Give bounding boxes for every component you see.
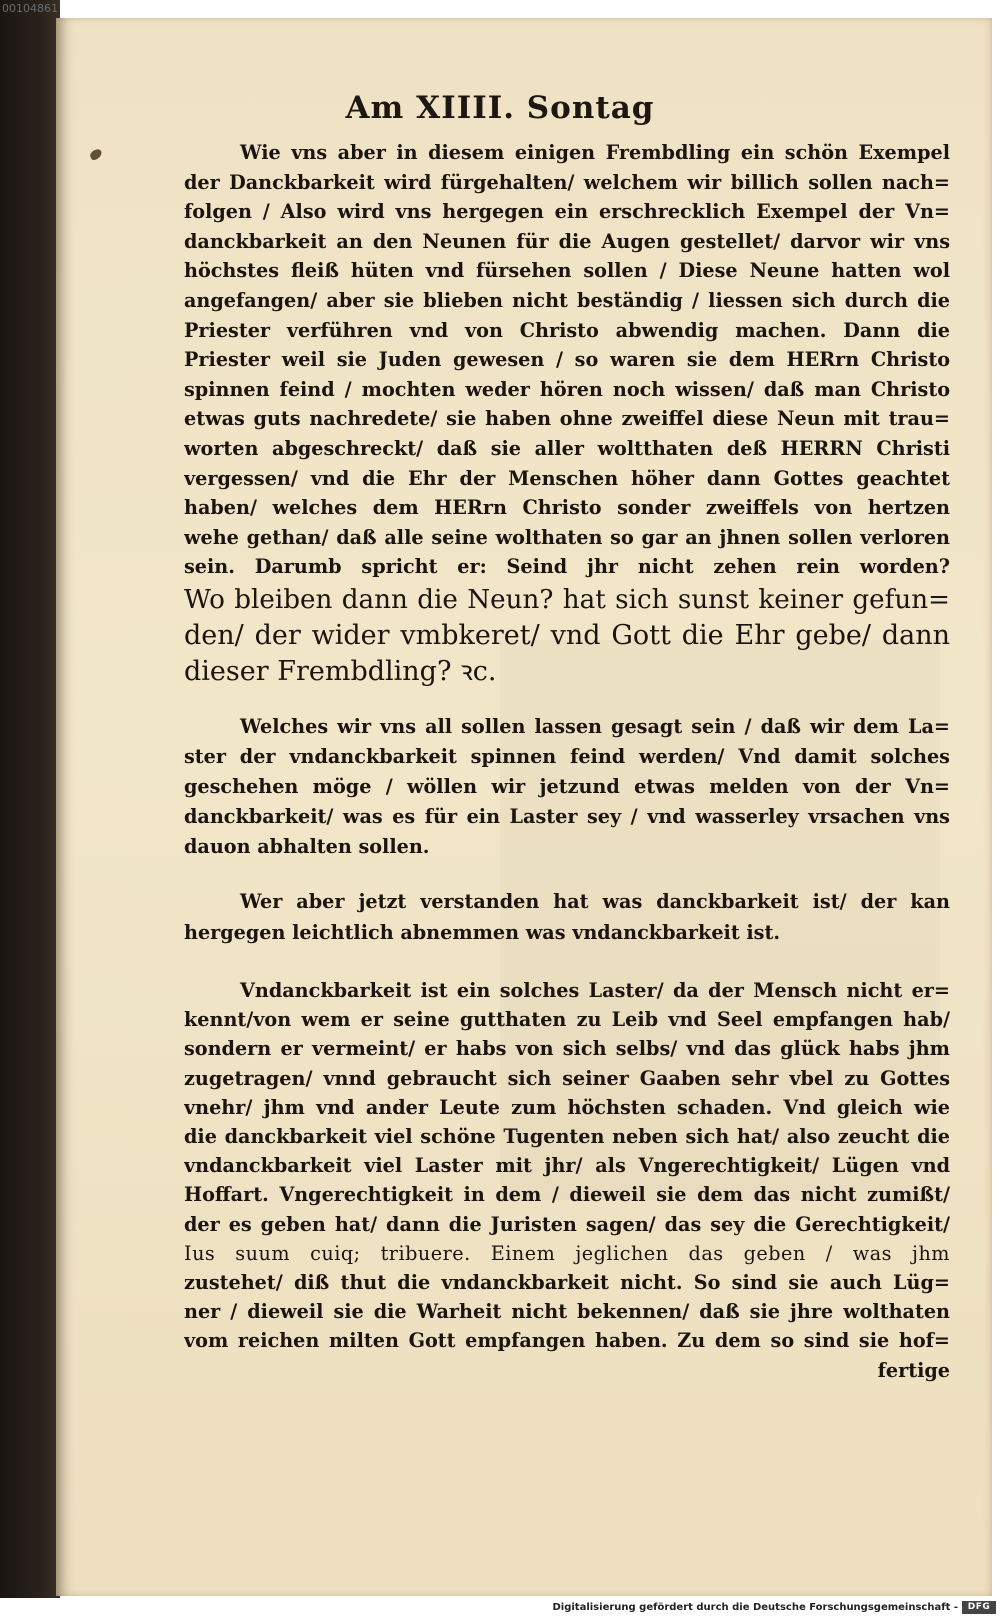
text-line: vergessen/ vnd die Ehr der Menschen höher dann Gottes geachtet	[184, 466, 950, 490]
text-line: dauon abhalten sollen.	[184, 835, 430, 858]
text-line: zustehet/ diß thut die vndanckbarkeit nicht. So sind sie auch Lüg=	[184, 1271, 950, 1295]
text-line: danckbarkeit/ was es für ein Laster sey / vnd wasserley vrsachen vns	[184, 805, 950, 828]
text-line: Wie vns aber in diesem einigen Frembdling ein schön Exempel	[240, 141, 950, 164]
text-line: ner / dieweil sie die Warheit nicht bekennen/ daß sie jhre wolthaten	[184, 1300, 950, 1324]
text-line: Priester verführen vnd von Christo abwendig machen. Dann die	[184, 318, 950, 342]
scan-binding-edge	[0, 0, 60, 1598]
catchword: fertige	[877, 1358, 950, 1382]
shelf-id: 00104861	[2, 2, 58, 15]
paragraph-4	[184, 976, 950, 1385]
latin-text-line: Ius suum cuiq; tribuere. Einem jeglichen das geben / was jhm	[184, 1241, 950, 1265]
scripture-quote-line: Wo bleiben dann die Neun? hat sich sunst keiner gefun=	[184, 584, 950, 615]
text-line: wehe gethan/ daß alle seine wolthaten so gar an jhnen sollen verloren	[184, 525, 950, 549]
text-line: die danckbarkeit viel schöne Tugenten neben sich hat/ also zeucht die	[184, 1125, 950, 1149]
paragraph-1	[184, 138, 950, 690]
paragraph-3	[184, 886, 950, 948]
page-header: Am XIIII. Sontag	[345, 90, 655, 126]
text-line: sein. Darumb spricht er: Seind jhr nicht zehen rein worden?	[184, 555, 950, 579]
text-line: folgen / Also wird vns hergegen ein erschrecklich Exempel der Vn=	[184, 200, 950, 224]
text-line: zugetragen/ vnnd gebraucht sich seiner Gaaben sehr vbel zu Gottes	[184, 1066, 950, 1090]
text-line: der Danckbarkeit wird fürgehalten/ welchem wir billich sollen nach=	[184, 170, 950, 194]
text-line: Wer aber jetzt verstanden hat was danckbarkeit ist/ der kan	[240, 890, 950, 913]
text-line: spinnen feind / mochten weder hören noch wissen/ daß man Christo	[184, 377, 950, 401]
text-line: Vndanckbarkeit ist ein solches Laster/ da der Mensch nicht er=	[240, 979, 950, 1002]
funding-note: Digitalisierung gefördert durch die Deutsche Forschungsgemeinschaft -	[552, 1602, 958, 1613]
text-line: vnehr/ jhm vnd ander Leute zum höchsten schaden. Vnd gleich wie	[184, 1095, 950, 1119]
text-line: geschehen möge / wöllen wir jetzund etwas melden von der Vn=	[184, 775, 950, 798]
text-line: sondern er vermeint/ er habs von sich selbs/ vnd das glück habs jhm	[184, 1037, 950, 1061]
text-line: hergegen leichtlich abnemmen was vndanckbarkeit ist.	[184, 921, 781, 944]
text-line: ster der vndanckbarkeit spinnen feind werden/ Vnd damit solches	[184, 745, 950, 768]
text-line: Priester weil sie Juden gewesen / so waren sie dem HERrn Christo	[184, 348, 950, 372]
text-line: vom reichen milten Gott empfangen haben. Zu dem so sind sie hof=	[184, 1329, 950, 1353]
text-line: der es geben hat/ dann die Juristen sagen/ das sey die Gerechtigkeit/	[184, 1212, 950, 1236]
text-line: Welches wir vns all sollen lassen gesagt sein / daß wir dem La=	[240, 715, 950, 738]
text-line: Hoffart. Vngerechtigkeit in dem / dieweil sie dem das nicht zumißt/	[184, 1183, 950, 1207]
text-line: danckbarkeit an den Neunen für die Augen gestellet/ darvor wir vns	[184, 229, 950, 253]
text-line: haben/ welches dem HERrn Christo sonder zweiffels von hertzen	[184, 496, 950, 520]
paragraph-2	[184, 712, 950, 862]
scripture-quote-line: den/ der wider vmbkeret/ vnd Gott die Ehr gebe/ dann	[184, 619, 950, 651]
text-line: höchstes fleiß hüten vnd fürsehen sollen / Diese Neune hatten wol	[184, 259, 950, 283]
text-line: etwas guts nachredete/ sie haben ohne zweiffel diese Neun mit trau=	[184, 407, 950, 431]
text-line: worten abgeschreckt/ daß sie aller woltthaten deß HERRN Christi	[184, 436, 950, 460]
dfg-logo: DFG	[962, 1601, 996, 1614]
text-line: kennt/von wem er seine gutthaten zu Leib vnd Seel empfangen hab/	[184, 1008, 950, 1032]
text-line: angefangen/ aber sie blieben nicht beständig / liessen sich durch die	[184, 288, 950, 312]
text-line: vndanckbarkeit viel Laster mit jhr/ als Vngerechtigkeit/ Lügen vnd	[184, 1154, 950, 1178]
scripture-quote-line: dieser Frembdling? ꝛc.	[184, 655, 497, 687]
